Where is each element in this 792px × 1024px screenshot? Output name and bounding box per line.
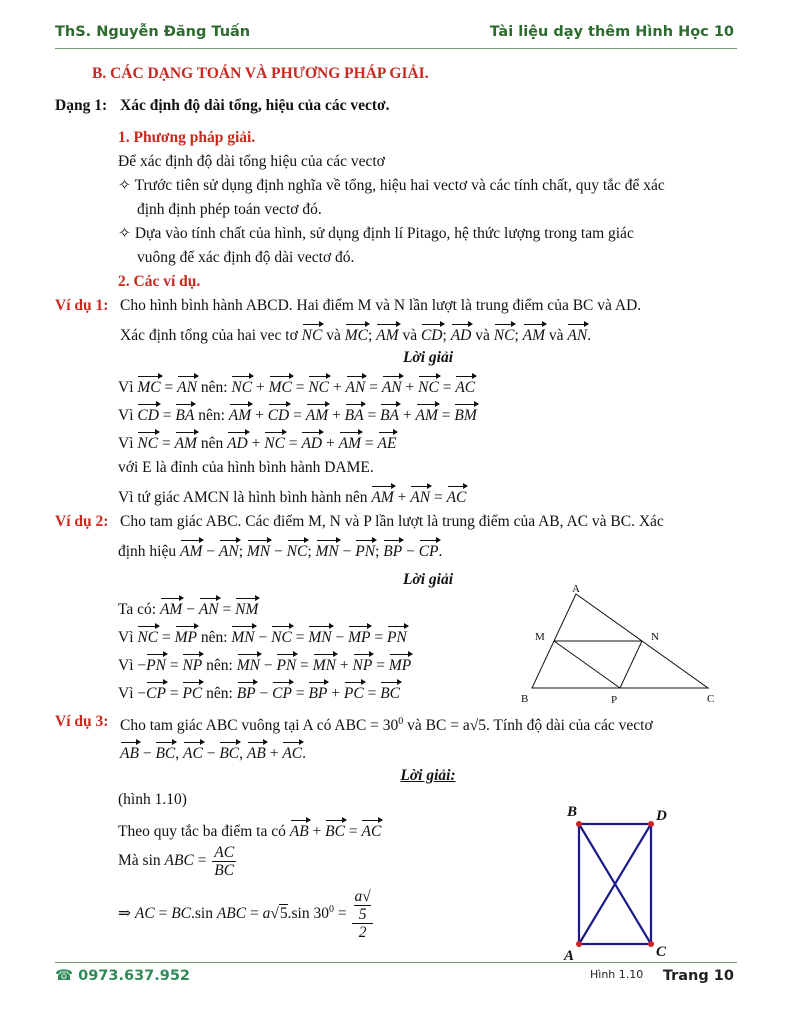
ex3-sol-line2: Mà sin ABC = $\frac{AC}{BC}$ (118, 843, 235, 879)
ex1-sol-line4: với E là đỉnh của hình bình hành DAME. (118, 459, 374, 476)
ex3-line1-b: và BC = a√5. Tính độ dài của các vectơ (407, 717, 653, 735)
page-number: Trang 10 (662, 968, 734, 984)
label-c: C (707, 693, 715, 705)
ex3-line2: AB − BC, AC − BC, AB + AC. (120, 740, 306, 764)
ex3-ma: Mà (118, 852, 139, 869)
segment-mp (554, 641, 620, 688)
label-p: P (611, 694, 618, 706)
ex2-line2: định hiệu AM − AN; MN − NC; MN − PN; BP − CP. (118, 538, 442, 562)
ex1-label: Ví dụ 1: (55, 297, 109, 314)
method-title: 1. Phương pháp giải. (118, 129, 256, 146)
ex3-sol-line3: ⇒ AC = BC.sin ABC = a√5.sin $30^0$ = a√ 5 2 (118, 888, 371, 941)
ex2-line2-prefix: định hiệu (118, 543, 177, 560)
ex3-sol-figref: (hình 1.10) (118, 791, 187, 808)
rectangle-figure (556, 800, 686, 962)
point-d (648, 821, 654, 827)
method-bullet1-cont: định định phép toán vectơ đó. (137, 201, 322, 218)
ex2-sol-line1: Ta có: AM − AN = NM (118, 596, 258, 620)
ex1-solution-title: Lời giải (402, 349, 454, 366)
ex3-line1-a: Cho tam giác ABC vuông tại A có ABC = 30 (120, 717, 399, 735)
label-a: A (564, 948, 575, 962)
footer-divider (55, 962, 737, 963)
ex2-label: Ví dụ 2: (55, 513, 109, 530)
ex1-line2: Xác định tổng của hai vec tơ NC và MC; AM và CD; AD và NC; AM và AN. (120, 322, 591, 346)
ex1-sol-line3: Vì NC = AM nên AD + NC = AD + AM = AE (118, 430, 396, 454)
method-intro: Để xác định độ dài tổng hiệu của các vectơ (118, 153, 385, 170)
ex1-line1: Cho hình bình hành ABCD. Hai điểm M và N lần lượt là trung điểm của BC và AD. (120, 297, 642, 314)
label-b: B (521, 693, 529, 705)
point-b (576, 821, 582, 827)
section-title: B. CÁC DẠNG TOÁN VÀ PHƯƠNG PHÁP GIẢI. (92, 65, 429, 82)
ex1-sol-line5: Vì tứ giác AMCN là hình bình hành nên AM + AN = AC (118, 484, 466, 508)
method-bullet2-cont: vuông để xác định độ dài vectơ đó. (137, 249, 355, 266)
triangle-figure (510, 582, 730, 710)
header-title: Tài liệu dạy thêm Hình Học 10 (489, 24, 734, 40)
ex2-taco: Ta có: (118, 601, 157, 618)
header-author: ThS. Nguyễn Đăng Tuấn (55, 24, 251, 40)
footer-phone: ☎ 0973.637.952 (55, 968, 191, 984)
ex3-sol-line1: Theo quy tắc ba điểm ta có AB + BC = AC (118, 818, 381, 842)
ex2-sol-line4: Vì −CP = PC nên: BP − CP = BP + PC = BC (118, 680, 400, 704)
label-n: N (651, 631, 659, 643)
ex2-solution-title: Lời giải (402, 571, 454, 588)
ex3-label: Ví dụ 3: (55, 713, 109, 730)
ex2-sol-line3: Vì −PN = NP nên: MN − PN = MN + NP = MP (118, 652, 411, 676)
dang1-label: Dạng 1: (55, 97, 108, 114)
label-c: C (656, 944, 667, 960)
ex1-sol-line5-prefix: Vì tứ giác AMCN là hình bình hành nên (118, 489, 368, 506)
dang1-text: Xác định độ dài tổng, hiệu của các vectơ. (120, 97, 390, 114)
method-bullet1: ✧ Trước tiên sử dụng định nghĩa về tổng, hiệu hai vectơ và các tính chất, quy tắc để xác (118, 177, 665, 194)
label-d: D (656, 808, 667, 824)
label-m: M (535, 631, 545, 643)
label-a: A (572, 583, 580, 595)
point-c (648, 941, 654, 947)
ex2-line1: Cho tam giác ABC. Các điểm M, N và P lần lượt là trung điểm của AB, AC và BC. Xác (120, 513, 664, 530)
method-bullet2: ✧ Dựa vào tính chất của hình, sử dụng định lí Pitago, hệ thức lượng trong tam giác (118, 225, 634, 242)
figure-caption: Hình 1.10 (590, 968, 644, 981)
ex3-line1: Cho tam giác ABC vuông tại A có ABC = $30^0$ và BC = a√5. Tính độ dài của các vectơ (120, 716, 653, 735)
ex1-line2-prefix: Xác định tổng của hai vec tơ (120, 327, 298, 344)
ex3-rule: Theo quy tắc ba điểm ta có (118, 823, 286, 840)
label-b: B (567, 804, 578, 820)
header-divider (55, 48, 737, 49)
ex1-sol-line1: Vì MC = AN nên: NC + MC = NC + AN = AN + NC = AC (118, 374, 475, 398)
examples-title: 2. Các ví dụ. (118, 273, 201, 290)
segment-np (620, 641, 642, 688)
ex3-solution-title: Lời giải: (400, 767, 456, 784)
ex1-sol-line2: Vì CD = BA nên: AM + CD = AM + BA = BA + AM = BM (118, 402, 477, 426)
ex2-sol-line2: Vì NC = MP nên: MN − NC = MN − MP = PN (118, 624, 407, 648)
point-a (576, 941, 582, 947)
